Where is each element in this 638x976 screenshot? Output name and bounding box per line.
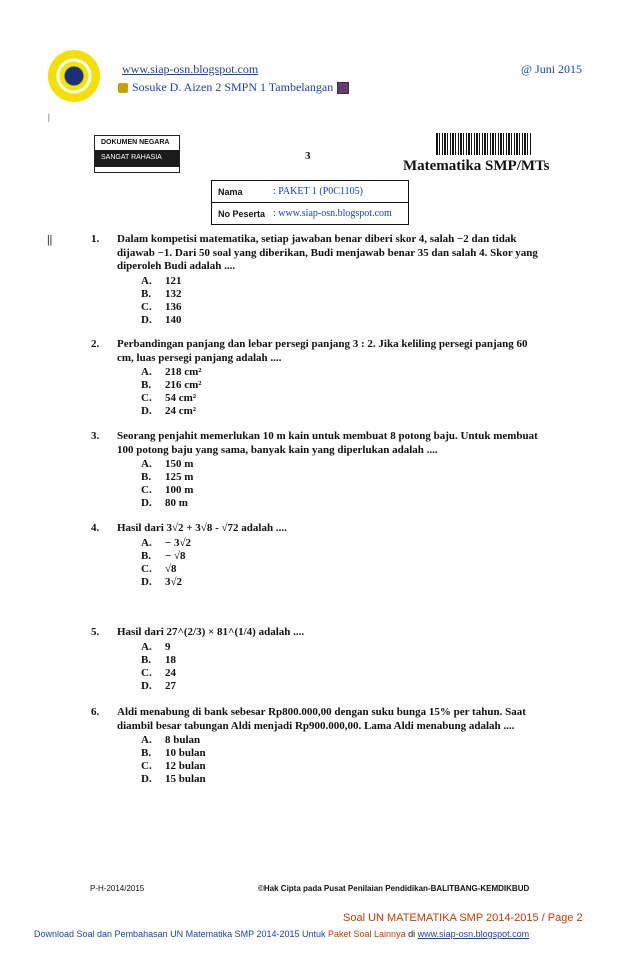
option-letter: B. <box>141 287 152 300</box>
answer-option <box>141 747 541 760</box>
option-value: − √8 <box>165 549 186 562</box>
question-item <box>91 626 541 693</box>
option-value: 125 m <box>165 471 194 483</box>
option-value: 12 bulan <box>165 760 206 772</box>
participant-value: : www.siap-osn.blogspot.com <box>273 208 392 219</box>
barcode <box>436 133 532 155</box>
identity-box <box>211 180 409 225</box>
option-value: − 3√2 <box>165 536 192 549</box>
sheet-page-number: 3 <box>305 150 311 162</box>
option-letter: D. <box>141 575 152 588</box>
answer-option <box>141 654 541 667</box>
answer-option <box>141 379 541 392</box>
option-value: 216 cm² <box>165 379 202 391</box>
option-value: 218 cm² <box>165 366 202 378</box>
question-number: 1. <box>91 233 100 245</box>
option-value: 140 <box>165 313 182 326</box>
option-letter: D. <box>141 773 152 785</box>
sheet-copyright: ©Hak Cipta pada Pusat Penilaian Pendidikan-BALITBANG-KEMDIKBUD <box>258 884 530 893</box>
site-link[interactable]: www.siap-osn.blogspot.com <box>122 62 259 76</box>
option-list <box>141 537 541 589</box>
answer-option <box>141 366 541 379</box>
answer-option <box>141 773 541 786</box>
option-letter: A. <box>141 640 152 653</box>
question-item <box>91 233 541 327</box>
option-list <box>141 458 541 510</box>
author-line <box>118 80 349 95</box>
option-value: 121 <box>165 274 182 287</box>
option-list <box>141 734 541 786</box>
name-row <box>212 181 408 202</box>
answer-option <box>141 314 541 327</box>
subject-title: Matematika SMP/MTs <box>403 158 550 174</box>
option-letter: B. <box>141 471 152 483</box>
option-list <box>141 275 541 327</box>
answer-option <box>141 275 541 288</box>
option-letter: C. <box>141 760 152 772</box>
option-value: 24 <box>165 666 176 679</box>
answer-option <box>141 537 541 550</box>
option-value: √8 <box>165 562 177 575</box>
footer-site-link[interactable]: www.siap-osn.blogspot.com <box>417 929 530 939</box>
footer-title: Soal UN MATEMATIKA SMP 2014-2015 / Page 2 <box>343 912 583 924</box>
doc-label-bottom: SANGAT RAHASIA <box>95 150 179 167</box>
option-list <box>141 366 541 418</box>
option-letter: B. <box>141 379 152 391</box>
option-value: 8 bulan <box>165 734 201 746</box>
option-value: 24 cm² <box>165 405 197 417</box>
answer-option <box>141 576 541 589</box>
option-value: 18 <box>165 653 176 666</box>
scan-mark: | <box>48 112 50 122</box>
answer-option <box>141 563 541 576</box>
question-text: Aldi menabung di bank sebesar Rp800.000,00 dengan suku bunga 15% per tahun. Saat diambil besar tabungan Aldi menjadi Rp900.000,00. Lama Aldi menabung adalah .... <box>117 706 526 732</box>
option-value: 136 <box>165 300 182 313</box>
name-value: : PAKET 1 (P0C1105) <box>273 186 363 197</box>
question-text: Hasil dari 3√2 + 3√8 - √72 adalah .... <box>117 522 287 534</box>
option-letter: D. <box>141 497 152 509</box>
question-number: 5. <box>91 626 100 638</box>
answer-option <box>141 760 541 773</box>
answer-option <box>141 734 541 747</box>
question-text: Dalam kompetisi matematika, setiap jawaban benar diberi skor 4, salah −2 dan tidak dijawab −1. Dari 50 soal yang diberikan, Budi menjawab benar 35 dan salah 4. Skor yang diperoleh Budi adalah .... <box>117 233 538 272</box>
option-letter: B. <box>141 549 152 562</box>
download-mid: di <box>405 929 418 939</box>
answer-option <box>141 392 541 405</box>
answer-option <box>141 497 541 510</box>
option-value: 9 <box>165 640 171 653</box>
answer-option <box>141 301 541 314</box>
footer-download-line <box>34 929 529 939</box>
option-letter: B. <box>141 653 152 666</box>
leaf-icon <box>118 83 128 93</box>
option-value: 54 cm² <box>165 392 197 404</box>
option-letter: A. <box>141 366 152 378</box>
option-letter: A. <box>141 536 152 549</box>
option-value: 10 bulan <box>165 747 206 759</box>
option-letter: B. <box>141 747 152 759</box>
option-letter: C. <box>141 300 152 313</box>
question-item <box>91 338 541 418</box>
margin-mark: || <box>47 232 53 246</box>
question-item <box>91 430 541 510</box>
option-letter: C. <box>141 562 152 575</box>
option-list <box>141 641 541 693</box>
option-letter: C. <box>141 666 152 679</box>
option-letter: A. <box>141 274 152 287</box>
option-value: 150 m <box>165 458 194 470</box>
doc-label-top: DOKUMEN NEGARA <box>95 136 179 150</box>
question-text: Perbandingan panjang dan lebar persegi panjang 3 : 2. Jika keliling persegi panjang 60 cm, luas persegi panjang adalah .... <box>117 338 528 364</box>
option-letter: D. <box>141 405 152 417</box>
question-item <box>91 522 541 589</box>
header-date: @ Juni 2015 <box>521 62 583 76</box>
answer-option <box>141 484 541 497</box>
question-number: 6. <box>91 706 100 718</box>
download-other-packages: Paket Soal Lainnya <box>328 929 406 939</box>
question-text: Seorang penjahit memerlukan 10 m kain untuk membuat 8 potong baju. Untuk membuat 100 potong baju yang sama, banyak kain yang diperlukan adalah .... <box>117 430 538 456</box>
document-classification-box <box>94 135 180 173</box>
option-value: 80 m <box>165 497 188 509</box>
option-letter: D. <box>141 679 152 692</box>
option-letter: A. <box>141 734 152 746</box>
option-letter: C. <box>141 484 152 496</box>
question-number: 3. <box>91 430 100 442</box>
participant-row <box>212 202 408 224</box>
option-letter: D. <box>141 313 152 326</box>
sheet-code: P-H-2014/2015 <box>90 884 145 893</box>
answer-option <box>141 288 541 301</box>
option-value: 100 m <box>165 484 194 496</box>
question-number: 2. <box>91 338 100 350</box>
question-item <box>91 706 541 786</box>
question-number: 4. <box>91 522 100 534</box>
site-logo <box>48 50 100 102</box>
author-text: Sosuke D. Aizen 2 SMPN 1 Tambelangan <box>132 80 334 94</box>
download-prefix: Download Soal dan Pembahasan UN Matematika SMP 2014-2015 Untuk <box>34 929 329 939</box>
answer-option <box>141 550 541 563</box>
option-letter: C. <box>141 392 152 404</box>
answer-option <box>141 680 541 693</box>
answer-option <box>141 405 541 418</box>
participant-label: No Peserta <box>218 208 266 219</box>
option-value: 3√2 <box>165 575 183 588</box>
picture-icon <box>337 82 349 94</box>
answer-option <box>141 641 541 654</box>
question-text: Hasil dari 27^(2/3) × 81^(1/4) adalah .... <box>117 626 305 638</box>
option-letter: A. <box>141 458 152 470</box>
name-label: Nama <box>218 186 243 197</box>
option-value: 27 <box>165 679 176 692</box>
option-value: 15 bulan <box>165 773 206 785</box>
answer-option <box>141 471 541 484</box>
option-value: 132 <box>165 287 182 300</box>
answer-option <box>141 667 541 680</box>
answer-option <box>141 458 541 471</box>
